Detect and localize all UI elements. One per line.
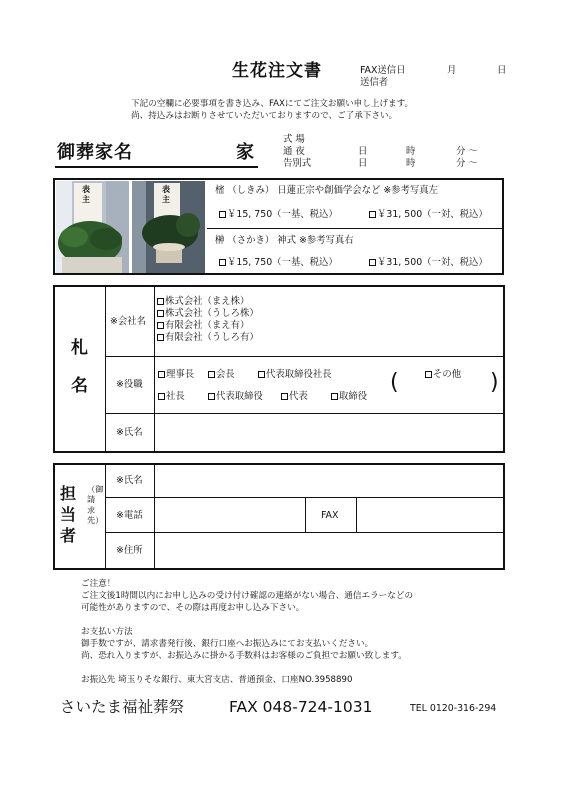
role-label: ※役職 xyxy=(116,379,143,390)
company-option-1-label: 株式会社（まえ株） xyxy=(165,296,250,307)
tel-number: TEL 0120-316-294 xyxy=(410,703,497,714)
intro-line-1: 下記の空欄に必要事項を書き込み、FAXにてご注文お願い申し上げます。 xyxy=(131,99,414,109)
shikimi-option-pair[interactable] xyxy=(369,210,488,219)
other-role-open-paren: ( xyxy=(390,370,399,395)
role-rep-director-president-label: 代表取締役社長 xyxy=(266,369,332,380)
role-other-checkbox[interactable] xyxy=(425,371,432,378)
contact-phone-input[interactable] xyxy=(156,499,304,531)
family-name-label: 御葬家名 xyxy=(57,142,133,163)
shikimi-photo xyxy=(56,181,129,273)
fuda-label-2: 名 xyxy=(71,376,88,396)
page-title: 生花注文書 xyxy=(232,61,322,81)
role-rep-director-president-checkbox[interactable] xyxy=(258,371,265,378)
company-option-2-checkbox[interactable] xyxy=(157,310,164,317)
fuda-col-divider-1 xyxy=(105,286,106,452)
schedule-wake-day: 日 xyxy=(358,146,368,157)
schedule-funeral-day: 日 xyxy=(358,158,368,169)
company-option-3-label: 有限会社（まえ有） xyxy=(165,320,250,331)
contact-address-input[interactable] xyxy=(156,534,502,567)
company-option-4-checkbox[interactable] xyxy=(157,334,164,341)
shikimi-photo-label: 表 主 xyxy=(82,185,90,205)
phone-fax-divider-2 xyxy=(356,498,357,532)
role-representative-label: 代表 xyxy=(289,391,308,402)
payment-line-1: 御手数ですが、請求書発行後、銀行口座へお振込みにてお支払いください。 xyxy=(81,639,374,649)
role-shacho-checkbox[interactable] xyxy=(158,393,165,400)
phone-fax-divider-1 xyxy=(305,498,306,532)
company-option-1[interactable] xyxy=(157,297,249,306)
company-label: ※会社名 xyxy=(110,316,146,327)
fuda-col-divider-2 xyxy=(154,286,155,452)
sakaki-pair-checkbox[interactable] xyxy=(369,259,376,266)
contact-fax-label: FAX xyxy=(321,510,339,521)
family-suffix: 家 xyxy=(236,142,254,163)
role-kaicho-checkbox[interactable] xyxy=(208,371,215,378)
company-name: さいたま福祉葬祭 xyxy=(60,698,185,716)
role-shacho-label: 社長 xyxy=(166,391,185,402)
role-rep-director-president[interactable] xyxy=(258,370,332,379)
fuda-row-divider-1 xyxy=(105,356,504,357)
schedule-wake-minute: 分 ～ xyxy=(456,146,478,157)
bank-info: お振込先 埼玉りそな銀行、東大宮支店、普通預金、口座NO.3958890 xyxy=(81,675,353,685)
role-director-checkbox[interactable] xyxy=(331,393,338,400)
role-rep-director-checkbox[interactable] xyxy=(208,393,215,400)
company-option-2[interactable] xyxy=(157,309,259,318)
shikimi-pair-checkbox[interactable] xyxy=(369,211,376,218)
sakaki-title: 榊 （さかき） 神式 ※参考写真右 xyxy=(215,235,354,246)
role-other-label: その他 xyxy=(433,369,462,380)
role-representative-checkbox[interactable] xyxy=(281,393,288,400)
fuda-row-divider-2 xyxy=(105,413,504,414)
contact-label-1: 担 xyxy=(60,484,77,503)
contact-label-2: 当 xyxy=(60,505,77,524)
month-label: 月 xyxy=(447,65,457,76)
contact-fax-input[interactable] xyxy=(358,499,502,531)
role-representative[interactable] xyxy=(281,392,308,401)
role-chairman-checkbox[interactable] xyxy=(158,371,165,378)
schedule-funeral-label: 告別式 xyxy=(283,158,312,169)
schedule-wake-hour: 時 xyxy=(406,146,416,157)
fax-date-label: FAX送信日 xyxy=(360,65,406,76)
role-rep-director[interactable] xyxy=(208,392,263,401)
sakaki-single-checkbox[interactable] xyxy=(219,259,226,266)
company-option-1-checkbox[interactable] xyxy=(157,298,164,305)
sakaki-option-single[interactable] xyxy=(219,258,338,267)
schedule-funeral-minute: 分 ～ xyxy=(456,158,478,169)
contact-name-label: ※氏名 xyxy=(116,475,143,486)
family-name-underline xyxy=(55,166,258,168)
payment-line-2: 尚、恐れ入りますが、お振込みに掛かる手数料はお客様のご負担でお願い致します。 xyxy=(81,651,407,661)
role-chairman[interactable] xyxy=(158,370,194,379)
contact-phone-label: ※電話 xyxy=(116,510,143,521)
payment-title: お支払い方法 xyxy=(81,627,133,637)
shikimi-photo-image xyxy=(56,181,129,273)
fuda-label-1: 札 xyxy=(71,338,88,358)
other-role-close-paren: ) xyxy=(490,370,499,395)
shikimi-title: 樒 （しきみ） 日蓮正宗や創価学会など ※参考写真左 xyxy=(215,185,439,196)
company-option-4-label: 有限会社（うしろ有） xyxy=(165,332,259,343)
contact-row-divider-2 xyxy=(105,532,504,533)
shikimi-single-price: ￥15, 750（一基、税込） xyxy=(227,209,338,220)
other-role-input[interactable] xyxy=(404,383,486,401)
fuda-name-label: ※氏名 xyxy=(116,427,143,438)
sakaki-option-pair[interactable] xyxy=(369,258,488,267)
role-kaicho-label: 会長 xyxy=(216,369,235,380)
sakaki-pair-price: ￥31, 500（一対、税込） xyxy=(377,257,488,268)
company-option-3-checkbox[interactable] xyxy=(157,322,164,329)
caution-line-2: 可能性がありますので、その際は再度お申し込み下さい。 xyxy=(81,603,305,613)
shikimi-single-checkbox[interactable] xyxy=(219,211,226,218)
caution-line-1: ご注文後1時間以内にお申し込みの受け付け確認の連絡がない場合、通信エラーなどの xyxy=(81,591,414,601)
contact-label-3: 者 xyxy=(60,526,77,545)
role-chairman-label: 理事長 xyxy=(166,369,195,380)
intro-line-2: 尚、持込みはお断りさせていただいておりますので、ご了承下さい。 xyxy=(131,111,398,121)
fax-number: FAX 048-724-1031 xyxy=(229,698,373,716)
role-other[interactable] xyxy=(425,370,461,379)
company-option-3[interactable] xyxy=(157,321,249,330)
company-option-2-label: 株式会社（うしろ株） xyxy=(165,308,259,319)
shikimi-option-single[interactable] xyxy=(219,210,338,219)
contact-name-input[interactable] xyxy=(156,466,502,496)
day-label: 日 xyxy=(497,65,507,76)
contact-sub-label: （御請求先） xyxy=(87,484,104,525)
fuda-name-input[interactable] xyxy=(156,415,502,451)
sakaki-photo xyxy=(132,181,205,273)
schedule-venue-label: 式 場 xyxy=(283,134,305,145)
contact-address-label: ※住所 xyxy=(116,545,143,556)
sakaki-single-price: ￥15, 750（一基、税込） xyxy=(227,257,338,268)
schedule-wake-label: 通 夜 xyxy=(283,146,305,157)
role-rep-director-label: 代表取締役 xyxy=(216,391,263,402)
role-president-kaicho[interactable] xyxy=(208,370,235,379)
sender-label: 送信者 xyxy=(360,77,389,88)
contact-col-divider-2 xyxy=(154,464,155,569)
company-option-4[interactable] xyxy=(157,333,259,342)
role-director-label: 取締役 xyxy=(339,391,368,402)
caution-title: ご注意！ xyxy=(81,579,116,589)
shikimi-pair-price: ￥31, 500（一対、税込） xyxy=(377,209,488,220)
schedule-funeral-hour: 時 xyxy=(406,158,416,169)
sakaki-photo-label: 表 主 xyxy=(162,185,170,205)
role-shacho[interactable] xyxy=(158,392,185,401)
contact-col-divider-1 xyxy=(105,464,106,569)
role-director[interactable] xyxy=(331,392,367,401)
products-divider xyxy=(207,228,503,229)
